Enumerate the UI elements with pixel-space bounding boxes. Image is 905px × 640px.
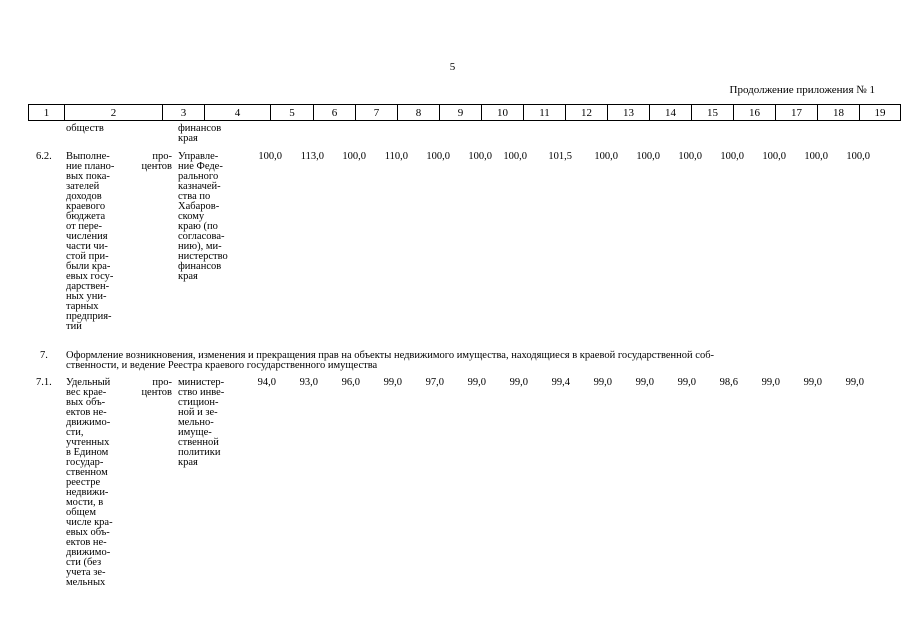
row-6-2-value: 100,0: [678, 151, 702, 162]
header-cell: 14: [650, 105, 692, 121]
row-6-2-executor: Управле- ние Феде- рального казначей- ства по Хабаров- скому краю (по согласова- нию), ми- нистерство финансов края: [178, 151, 228, 282]
row-6-2-value: 100,0: [468, 151, 492, 162]
row-7-1-value: 99,0: [803, 377, 822, 388]
header-cell: 6: [314, 105, 356, 121]
row-6-2-name: Выполне- ние плано- вых пока- зателей доходов краевого бюджета от пере- числения части чи- стой при- были кра- евых госу- дарствен- ных уни- тарных предприя- тий: [66, 151, 115, 332]
row-6-2-value: 100,0: [636, 151, 660, 162]
header-cell: 12: [566, 105, 608, 121]
row-7-1-value: 99,0: [635, 377, 654, 388]
row-6-2-value: 110,0: [384, 151, 408, 162]
header-cell: 8: [398, 105, 440, 121]
row-7-1-value: 99,0: [593, 377, 612, 388]
row-6-2-unit: про- центов: [141, 151, 172, 172]
header-cell: 4: [205, 105, 271, 121]
row-7-1-value: 99,0: [383, 377, 402, 388]
header-cell: 10: [482, 105, 524, 121]
row-7-1-value: 94,0: [257, 377, 276, 388]
fragment-executor: финансов края: [178, 123, 222, 144]
row-6-2-value: 100,0: [342, 151, 366, 162]
row-6-2-value: 101,5: [548, 151, 572, 162]
row-6-2-value: 100,0: [594, 151, 618, 162]
header-cell: 1: [29, 105, 65, 121]
continuation-label: Продолжение приложения № 1: [729, 84, 875, 96]
header-cell: 7: [356, 105, 398, 121]
row-7-1-value: 93,0: [299, 377, 318, 388]
header-cell: 11: [524, 105, 566, 121]
row-6-2-value: 100,0: [426, 151, 450, 162]
page-number: 5: [449, 61, 456, 73]
row-6-2-value: 100,0: [258, 151, 282, 162]
header-cell: 18: [818, 105, 860, 121]
row-7-1-value: 97,0: [425, 377, 444, 388]
row-6-2-value: 100,0: [720, 151, 744, 162]
row-7-1-executor: министер- ство инве- стицион- ной и зе- мельно- имуще- ственной политики края: [178, 377, 225, 468]
fragment-name: обществ: [66, 123, 104, 134]
row-7-1-value: 99,4: [551, 377, 570, 388]
row-7-1-value: 96,0: [341, 377, 360, 388]
row-7-1-value: 99,0: [509, 377, 528, 388]
header-cell: 16: [734, 105, 776, 121]
row-7-1-value: 98,6: [719, 377, 738, 388]
header-cell: 2: [65, 105, 163, 121]
row-6-2-number: 6.2.: [36, 151, 52, 162]
row-7-1-value: 99,0: [761, 377, 780, 388]
header-table: [28, 104, 901, 121]
header-cell: 3: [163, 105, 205, 121]
header-cell: 19: [860, 105, 901, 121]
header-cell: 13: [608, 105, 650, 121]
row-7-1-value: 99,0: [467, 377, 486, 388]
header-cell: 9: [440, 105, 482, 121]
row-7-1-value: 99,0: [677, 377, 696, 388]
header-cell: 15: [692, 105, 734, 121]
header-cell: 5: [271, 105, 314, 121]
row-7-1-value: 99,0: [845, 377, 864, 388]
row-6-2-value: 113,0: [300, 151, 324, 162]
section-7-number: 7.: [40, 350, 48, 361]
row-6-2-value: 100,0: [503, 151, 527, 162]
row-7-1-name: Удельный вес крае- вых объ- ектов не- движимо- сти, учтенных в Едином государ- ственном реестре недвижи- мости, в общем числе кра- евых объ- ектов не- движимо- сти (без учета зе- мельных: [66, 377, 113, 588]
row-7-1-unit: про- центов: [141, 377, 172, 398]
row-6-2-value: 100,0: [846, 151, 870, 162]
section-7-title: Оформление возникновения, изменения и прекращения прав на объекты недвижимого имущества, находящиеся в краевой государственной соб- ственности, и ведение Реестра краевого государственного имущества: [66, 350, 715, 371]
row-6-2-value: 100,0: [762, 151, 786, 162]
row-6-2-value: 100,0: [804, 151, 828, 162]
row-7-1-number: 7.1.: [36, 377, 52, 388]
header-cell: 17: [776, 105, 818, 121]
